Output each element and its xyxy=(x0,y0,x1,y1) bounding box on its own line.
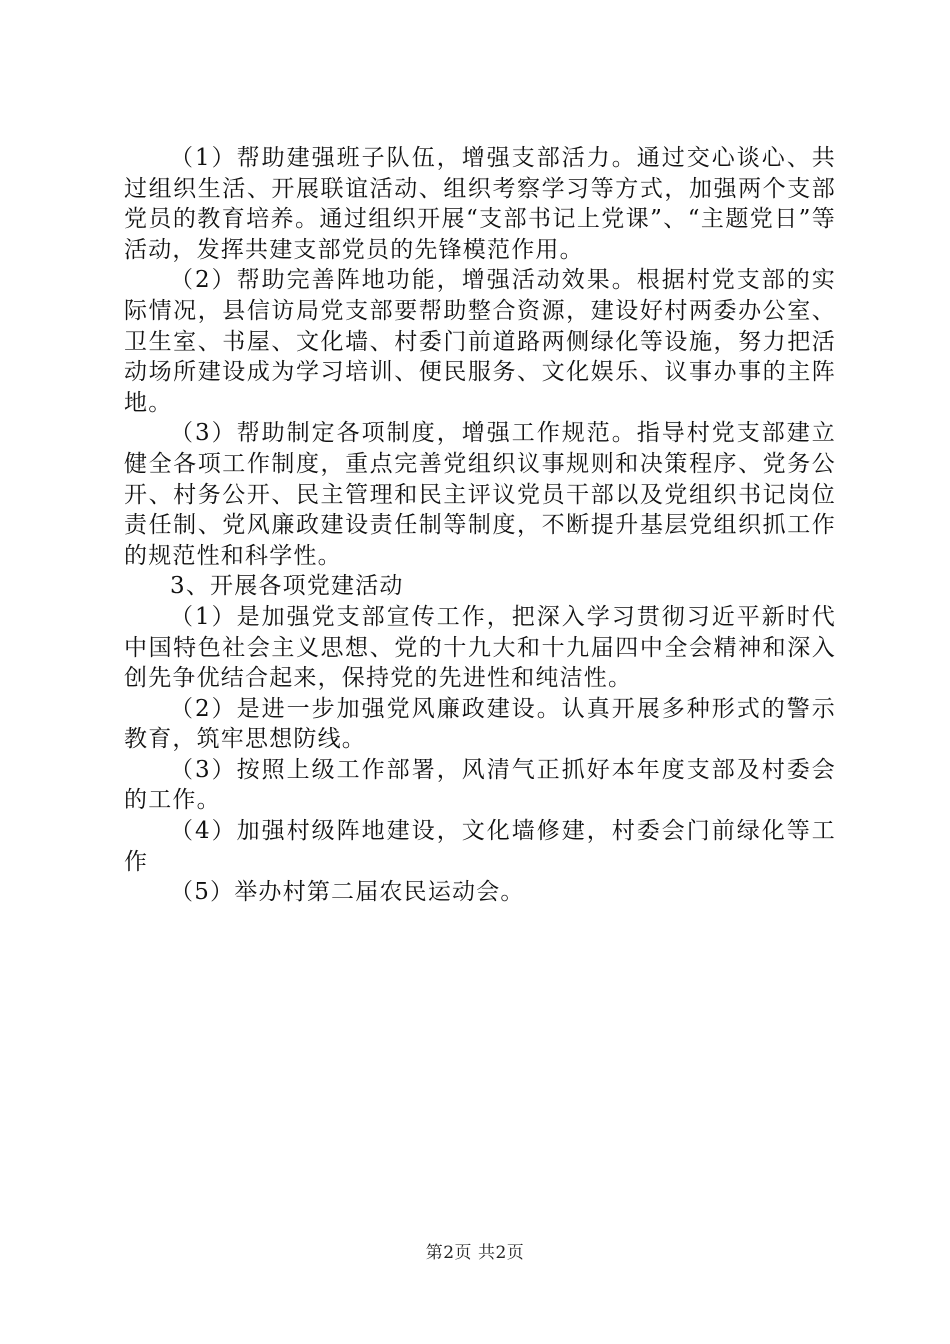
activity-item-3: （3）按照上级工作部署，风清气正抓好本年度支部及村委会的工作。 xyxy=(124,756,836,814)
activity-item-4: （4）加强村级阵地建设，文化墙修建，村委会门前绿化等工作 xyxy=(124,818,836,875)
activity-item-5: （5）举办村第二届农民运动会。 xyxy=(170,879,525,906)
paragraph-help-team: （1）帮助建强班子队伍，增强支部活力。通过交心谈心、共过组织生活、开展联谊活动、组织考察学习等方式，加强两个支部党员的教育培养。通过组织开展“支部书记上党课”、“主题党日”等活动，发挥共建支部党员的先锋模范作用。 xyxy=(124,145,836,263)
paragraph-improve-facilities: （2）帮助完善阵地功能，增强活动效果。根据村党支部的实际情况，县信访局党支部要帮助整合资源，建设好村两委办公室、卫生室、书屋、文化墙、村委门前道路两侧绿化等设施，努力把活动场所建设成为学习培训、便民服务、文化娱乐、议事办事的主阵地。 xyxy=(124,267,836,416)
activity-item-1: （1）是加强党支部宣传工作，把深入学习贯彻习近平新时代中国特色社会主义思想、党的十九大和十九届四中全会精神和深入创先争优结合起来，保持党的先进性和纯洁性。 xyxy=(124,603,836,692)
activity-item-2: （2）是进一步加强党风廉政建设。认真开展多种形式的警示教育，筑牢思想防线。 xyxy=(124,695,836,753)
page-footer xyxy=(0,1242,950,1264)
document-body xyxy=(124,143,836,908)
section-heading: 3、开展各项党建活动 xyxy=(170,573,404,600)
paragraph-establish-rules: （3）帮助制定各项制度，增强工作规范。指导村党支部建立健全各项工作制度，重点完善党组织议事规则和决策程序、党务公开、村务公开、民主管理和民主评议党员干部以及党组织书记岗位责任制、党风廉政建设责任制等制度，不断提升基层党组织抓工作的规范性和科学性。 xyxy=(124,420,836,569)
page-number-indicator: 第2页 共2页 xyxy=(425,1243,525,1263)
